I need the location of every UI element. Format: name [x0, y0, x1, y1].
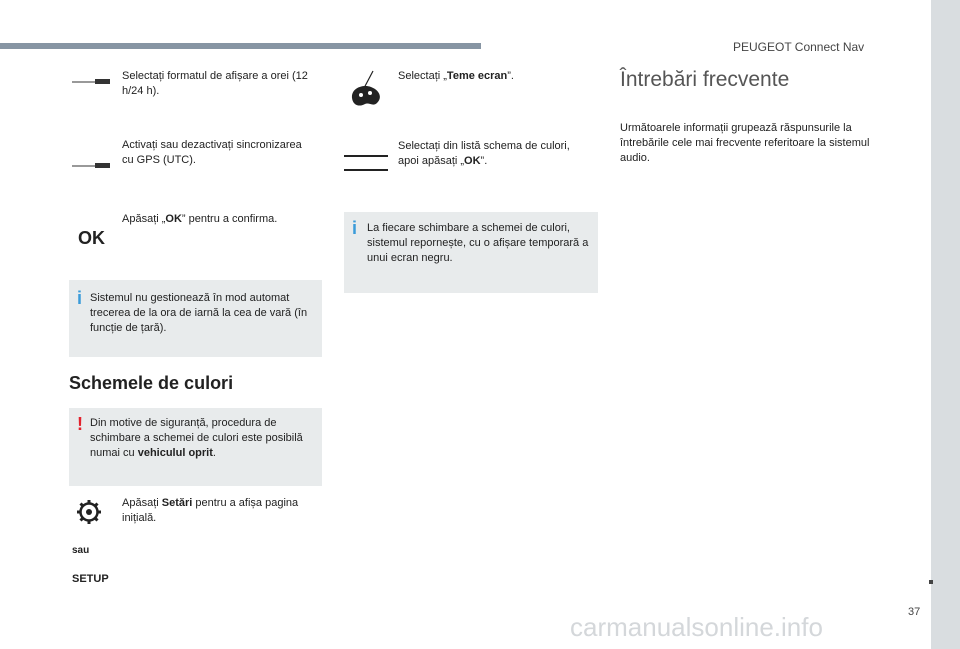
- running-header: PEUGEOT Connect Nav: [733, 40, 865, 54]
- section-title: Schemele de culori: [69, 373, 234, 393]
- list-icon: [344, 155, 390, 171]
- watermark: carmanualsonline.info: [570, 612, 823, 642]
- page-number: 37: [908, 606, 921, 618]
- step-time-format: Selectați formatul de afișare a orei (12 h/24 h).: [122, 70, 308, 97]
- page-marker: [929, 580, 933, 584]
- setup-button-label: SETUP: [72, 573, 109, 585]
- step-themes: Selectați „Teme ecran”.: [398, 70, 514, 82]
- top-rule: [0, 43, 481, 49]
- info-note-dst: Sistemul nu gestionează în mod automat trecerea de la ora de iarnă la cea de vară (în funcție de țară).: [90, 292, 308, 334]
- faq-intro: Următoarele informații grupează răspunsurile la întrebările cele mai frecvente referitoare la sistemul audio.: [620, 122, 870, 164]
- info-note-restart: La fiecare schimbare a schemei de culori, sistemul repornește, cu o afișare temporară a unui ecran negru.: [367, 222, 589, 264]
- ok-icon: OK: [78, 228, 105, 248]
- step-choose-scheme: Selectați din listă schema de culori, apoi apăsați „OK”.: [398, 140, 570, 167]
- side-strip: [931, 0, 960, 649]
- faq-title: Întrebări frecvente: [620, 68, 790, 91]
- info-icon: i: [77, 288, 83, 308]
- step-confirm: Apăsați „OK” pentru a confirma.: [122, 213, 278, 225]
- slider-icon: [72, 159, 112, 171]
- or-label: sau: [72, 545, 90, 556]
- warning-note: Din motive de siguranță, procedura de schimbare a schemei de culori este posibilă numai cu vehiculul oprit.: [90, 417, 303, 459]
- slider-icon: [72, 75, 112, 87]
- info-icon: i: [352, 218, 358, 238]
- step-settings: Apăsați Setări pentru a afișa pagina inițială.: [122, 497, 299, 524]
- warning-icon: !: [77, 414, 83, 434]
- step-gps-sync: Activați sau dezactivați sincronizarea cu GPS (UTC).: [122, 139, 302, 166]
- palette-icon: [349, 70, 385, 110]
- gear-icon: [76, 499, 102, 525]
